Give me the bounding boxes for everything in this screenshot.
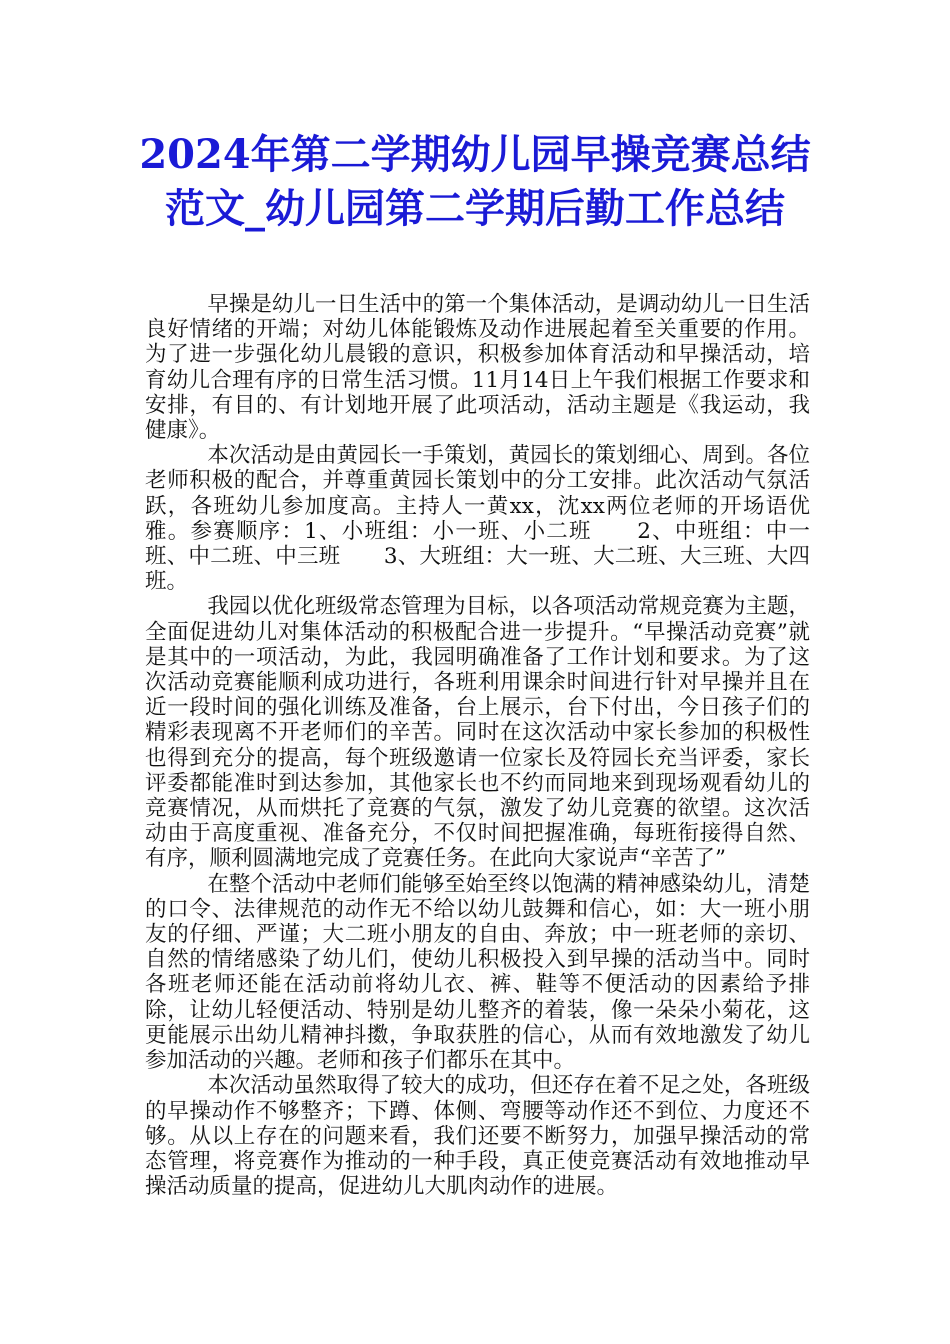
paragraph-shortcomings: 本次活动虽然取得了较大的成功，但还存在着不足之处，各班级的早操动作不够整齐；下蹲、体侧、弯腰等动作还不到位、力度还不够。从以上存在的问题来看，我们还要不断努力，加强早操活动的常态管理，将竞赛作为推动的一种手段，真正使竞赛活动有效地推动早操活动质量的提高，促进幼儿大肌肉动作的进展。 [145, 1073, 810, 1200]
document-body [145, 292, 810, 1199]
paragraph-teachers: 在整个活动中老师们能够至始至终以饱满的精神感染幼儿，清楚的口令、法律规范的动作无不给以幼儿鼓舞和信心，如：大一班小朋友的仔细、严谨；大二班小朋友的自由、奔放；中一班老师的亲切、自然的情绪感染了幼儿们，使幼儿积极投入到早操的活动当中。同时各班老师还能在活动前将幼儿衣、裤、鞋等不便活动的因素给予排除，让幼儿轻便活动、特别是幼儿整齐的着装，像一朵朵小菊花，这更能展示出幼儿精神抖擞，争取获胜的信心，从而有效地激发了幼儿参加活动的兴趣。老师和孩子们都乐在其中。 [145, 871, 810, 1074]
document-title: 2024年第二学期幼儿园早操竞赛总结范文_幼儿园第二学期后勤工作总结 [139, 131, 811, 232]
paragraph-planning: 本次活动是由黄园长一手策划，黄园长的策划细心、周到。各位老师积极的配合，并尊重黄园长策划中的分工安排。此次活动气氛活跃，各班幼儿参加度高。主持人一黄xx，沈xx两位老师的开场语优雅。参赛顺序：1、小班组：小一班、小二班 2、中班组：中一班、中二班、中三班 3、大班组：大一班、大二班、大三班、大四班。 [145, 443, 810, 595]
paragraph-intro: 早操是幼儿一日生活中的第一个集体活动，是调动幼儿一日生活良好情绪的开端；对幼儿体能锻炼及动作进展起着至关重要的作用。为了进一步强化幼儿晨锻的意识，积极参加体育活动和早操活动，培育幼儿合理有序的日常生活习惯。11月14日上午我们根据工作要求和安排，有目的、有计划地开展了此项活动，活动主题是《我运动，我健康》。 [145, 292, 810, 444]
paragraph-goals: 我园以优化班级常态管理为目标，以各项活动常规竞赛为主题，全面促进幼儿对集体活动的积极配合进一步提升。“早操活动竞赛”就是其中的一项活动，为此，我园明确准备了工作计划和要求。为了这次活动竞赛能顺利成功进行，各班利用课余时间进行针对早操并且在近一段时间的强化训练及准备，台上展示，台下付出，今日孩子们的精彩表现离不开老师们的辛苦。同时在这次活动中家长参加的积极性也得到充分的提高，每个班级邀请一位家长及符园长充当评委，家长评委都能准时到达参加，其他家长也不约而同地来到现场观看幼儿的竞赛情况，从而烘托了竞赛的气氛，激发了幼儿竞赛的欲望。这次活动由于高度重视、准备充分，不仅时间把握准确，每班衔接得自然、有序，顺利圆满地完成了竞赛任务。在此向大家说声“辛苦了” [145, 594, 810, 872]
